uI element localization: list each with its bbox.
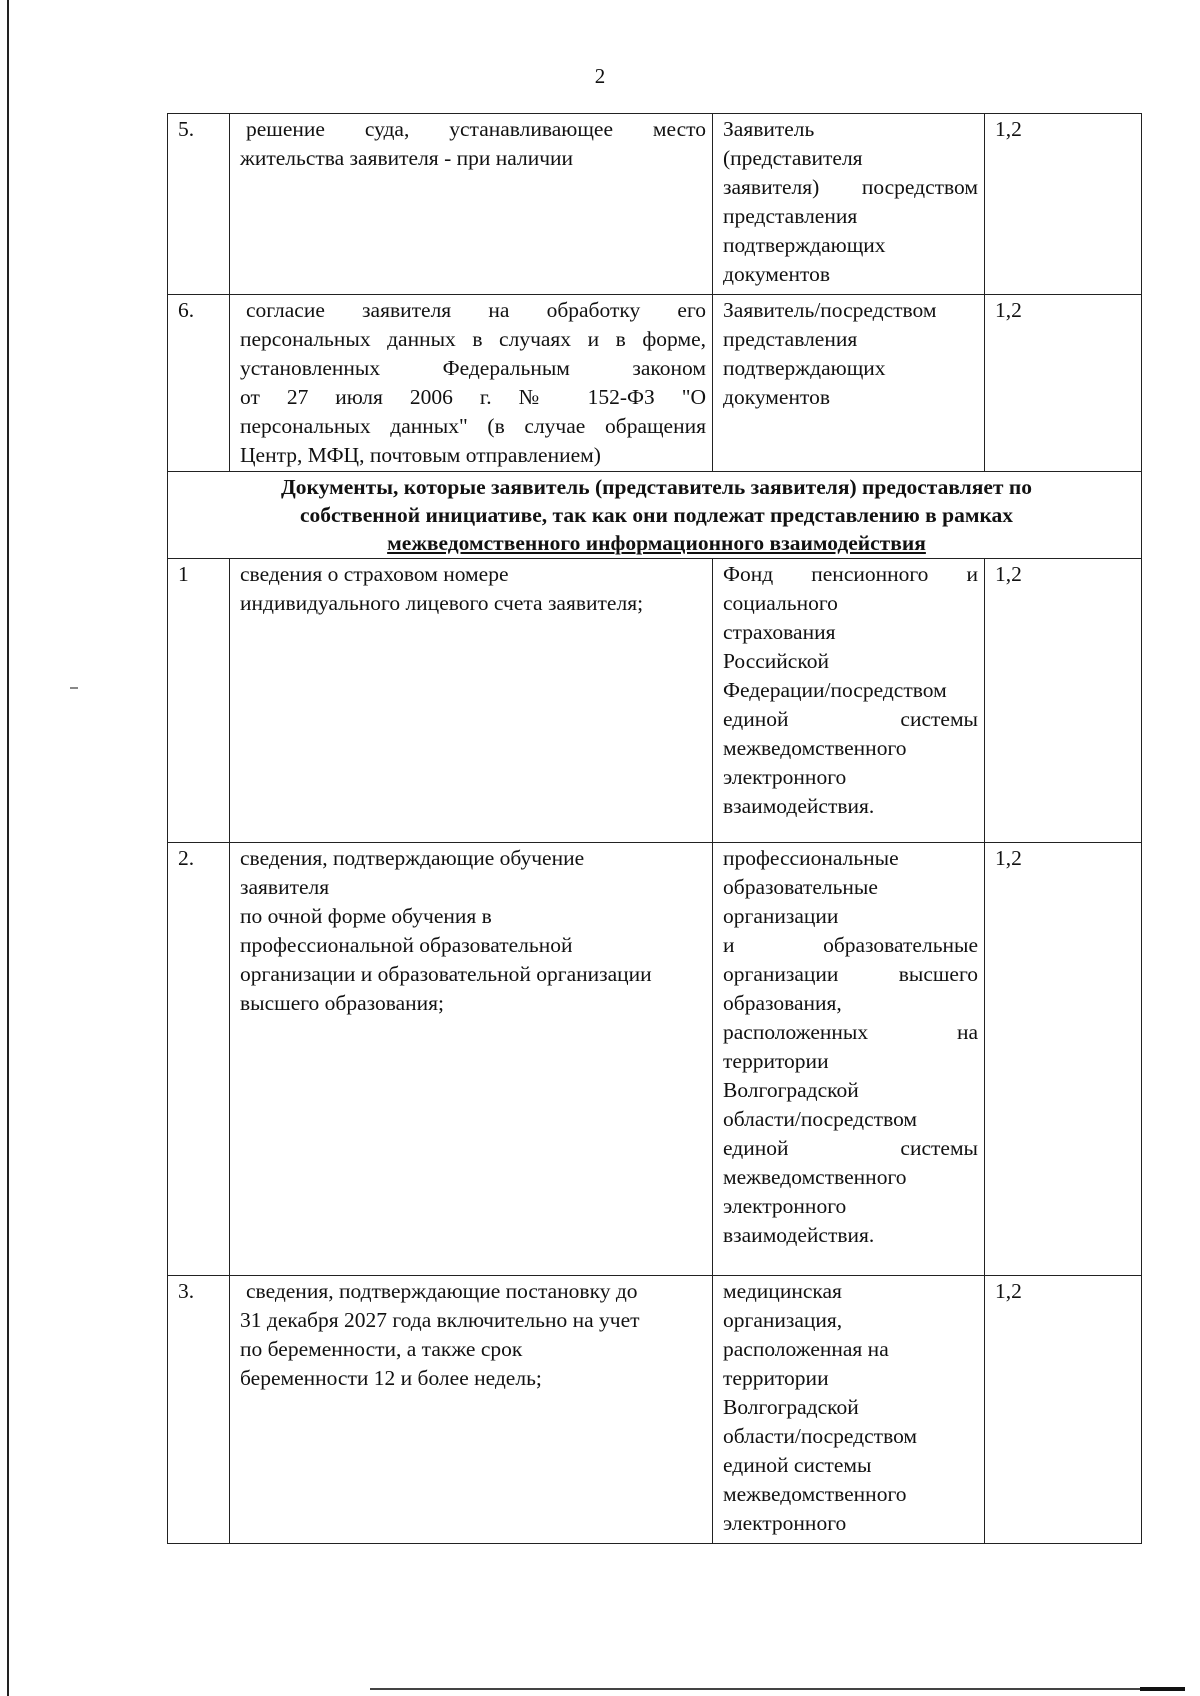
document-source: медицинская организация, расположенная на территории Волгоградской области/посредством единой системы межведомственного электронного xyxy=(713,1276,985,1544)
scan-bottom-mark xyxy=(1140,1687,1185,1691)
row-number: 6. xyxy=(168,295,230,472)
page-number: 2 xyxy=(594,64,606,88)
document-description: решение суда, устанавливающее место жительства заявителя - при наличии xyxy=(230,114,713,295)
document-source: профессиональные образовательные организации и образовательные организации высшего образования, расположенных на территории Волгоградской области/посредством единой системы межведомственного электронного взаимодействия. xyxy=(713,843,985,1276)
document-source: Заявитель (представителя заявителя) посредством представления подтверждающих документов xyxy=(713,114,985,295)
table-row xyxy=(168,295,1142,472)
submission-method-code: 1,2 xyxy=(985,114,1142,295)
document-description: сведения, подтверждающие постановку до 31 декабря 2027 года включительно на учет по беременности, а также срок беременности 12 и более недель; xyxy=(230,1276,713,1544)
document-description: сведения о страховом номере индивидуального лицевого счета заявителя; xyxy=(230,559,713,843)
scan-margin-mark xyxy=(70,687,78,689)
row-number: 5. xyxy=(168,114,230,295)
section-header: Документы, которые заявитель (представитель заявителя) предоставляет по собственной инициативе, так как они подлежат представлению в рамках межведомственного информационного взаимодействия xyxy=(168,472,1142,559)
row-number: 1 xyxy=(168,559,230,843)
row-number: 3. xyxy=(168,1276,230,1544)
table-row xyxy=(168,559,1142,843)
document-source: Фонд пенсионного и социального страхования Российской Федерации/посредством единой системы межведомственного электронного взаимодействия. xyxy=(713,559,985,843)
submission-method-code: 1,2 xyxy=(985,295,1142,472)
documents-table xyxy=(167,113,1142,1544)
document-source: Заявитель/посредством представления подтверждающих документов xyxy=(713,295,985,472)
section-header-row xyxy=(168,472,1142,559)
document-description: сведения, подтверждающие обучение заявителя по очной форме обучения в профессиональной образовательной организации и образовательной организации высшего образования; xyxy=(230,843,713,1276)
row-number: 2. xyxy=(168,843,230,1276)
table-row xyxy=(168,843,1142,1276)
table-row xyxy=(168,114,1142,295)
scan-left-border xyxy=(7,0,9,1696)
submission-method-code: 1,2 xyxy=(985,843,1142,1276)
document-description: согласие заявителя на обработку его персональных данных в случаях и в форме, установленных Федеральным законом от 27 июля 2006 г. № 152-ФЗ "О персональных данных" (в случае обращения Центр, МФЦ, почтовым отправлением) xyxy=(230,295,713,472)
scan-bottom-line xyxy=(370,1688,1185,1690)
submission-method-code: 1,2 xyxy=(985,559,1142,843)
submission-method-code: 1,2 xyxy=(985,1276,1142,1544)
table-row xyxy=(168,1276,1142,1544)
